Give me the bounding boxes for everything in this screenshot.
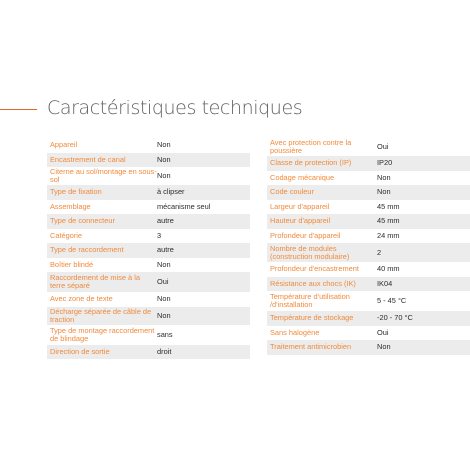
spec-value: 3 (157, 230, 162, 240)
spec-value: Non (157, 140, 171, 150)
spec-row (267, 229, 470, 244)
spec-label: Profondeur d'appareil (270, 230, 341, 240)
spec-row (47, 307, 250, 325)
spec-value: IK04 (377, 278, 393, 288)
spec-label: Raccordement de mise à la terre séparé (50, 273, 140, 290)
spec-label: Avec zone de texte (50, 294, 113, 304)
spec-value: Non (157, 171, 171, 180)
spec-row (47, 325, 250, 345)
spec-row (47, 138, 250, 153)
spec-label: Hauteur d'appareil (270, 216, 331, 226)
spec-row (267, 291, 470, 311)
spec-label: Type de fixation (50, 187, 102, 197)
spec-value: 2 (377, 247, 382, 257)
spec-row (47, 214, 250, 229)
spec-value: Non (157, 294, 171, 304)
spec-row (267, 262, 470, 277)
spec-row (267, 138, 470, 156)
spec-label: Type de montage raccordement de blindage (50, 325, 155, 343)
spec-value: 45 mm (377, 216, 400, 226)
spec-row (267, 156, 470, 171)
spec-row (47, 258, 250, 273)
spec-label: Classe de protection (IP) (270, 158, 352, 168)
spec-row (267, 171, 470, 186)
spec-row (267, 311, 470, 326)
spec-label: Profondeur d'encastrement (270, 264, 359, 274)
spec-table-left (47, 138, 250, 359)
spec-value: Non (157, 154, 171, 164)
spec-label: Sans halogène (270, 327, 320, 337)
spec-value: autre (157, 245, 174, 255)
spec-row (267, 340, 470, 355)
spec-label: Codage mécanique (270, 172, 335, 182)
spec-row (47, 272, 250, 292)
spec-value: Non (157, 310, 171, 320)
spec-label: Boîtier blindé (50, 259, 94, 269)
spec-label: Appareil (50, 140, 78, 150)
spec-value: Non (377, 342, 391, 352)
spec-value: droit (157, 346, 172, 356)
spec-row (47, 167, 250, 185)
spec-label: Nombre de modules (construction modulaire) (270, 243, 350, 261)
spec-label: Résistance aux chocs (IK) (270, 278, 356, 288)
spec-row (267, 185, 470, 200)
spec-value: 40 mm (377, 264, 400, 274)
spec-value: Oui (377, 327, 389, 337)
spec-value: Oui (157, 277, 169, 286)
spec-value: autre (157, 216, 174, 226)
spec-table-right (267, 138, 470, 355)
spec-value: -20 - 70 °C (377, 313, 413, 323)
spec-label: Type de raccordement (50, 245, 124, 255)
spec-label: Direction de sortie (50, 346, 110, 356)
spec-row (267, 243, 470, 262)
spec-row (47, 185, 250, 200)
spec-row (47, 153, 250, 168)
spec-row (47, 200, 250, 215)
spec-value: 24 mm (377, 230, 400, 240)
spec-value: mécanisme seul (157, 201, 211, 211)
spec-label: Traitement antimicrobien (270, 342, 352, 352)
spec-value: Non (377, 172, 391, 182)
spec-label: Température de stockage (270, 313, 354, 323)
spec-label: Citerne au sol/montage en sous-sol (50, 167, 157, 184)
title-accent-rule (0, 109, 37, 110)
page-title: Caractéristiques techniques (47, 97, 303, 119)
spec-label: Code couleur (270, 187, 314, 197)
spec-label: Largeur d'appareil (270, 201, 330, 211)
spec-label: Catégorie (50, 230, 83, 240)
spec-row (267, 326, 470, 341)
spec-label: Type de connecteur (50, 216, 115, 226)
spec-row (47, 229, 250, 244)
spec-row (47, 292, 250, 307)
spec-row (47, 345, 250, 360)
spec-label: Décharge séparée de câble de traction (50, 306, 152, 324)
spec-label: Assemblage (50, 201, 91, 211)
spec-row (47, 243, 250, 258)
spec-value: à clipser (157, 187, 185, 197)
spec-value: Non (157, 259, 171, 269)
spec-row (267, 277, 470, 292)
spec-label: Avec protection contre la poussière (270, 138, 352, 155)
spec-row (267, 214, 470, 229)
spec-value: Non (377, 187, 391, 197)
spec-value: 45 mm (377, 201, 400, 211)
spec-label: Température d'utilisation /d'installation (270, 292, 350, 309)
spec-row (267, 200, 470, 215)
spec-value: IP20 (377, 158, 393, 168)
spec-value: Oui (377, 142, 389, 151)
spec-value: 5 - 45 °C (377, 296, 407, 305)
spec-value: sans (157, 329, 173, 339)
spec-label: Encastrement de canal (50, 154, 126, 164)
